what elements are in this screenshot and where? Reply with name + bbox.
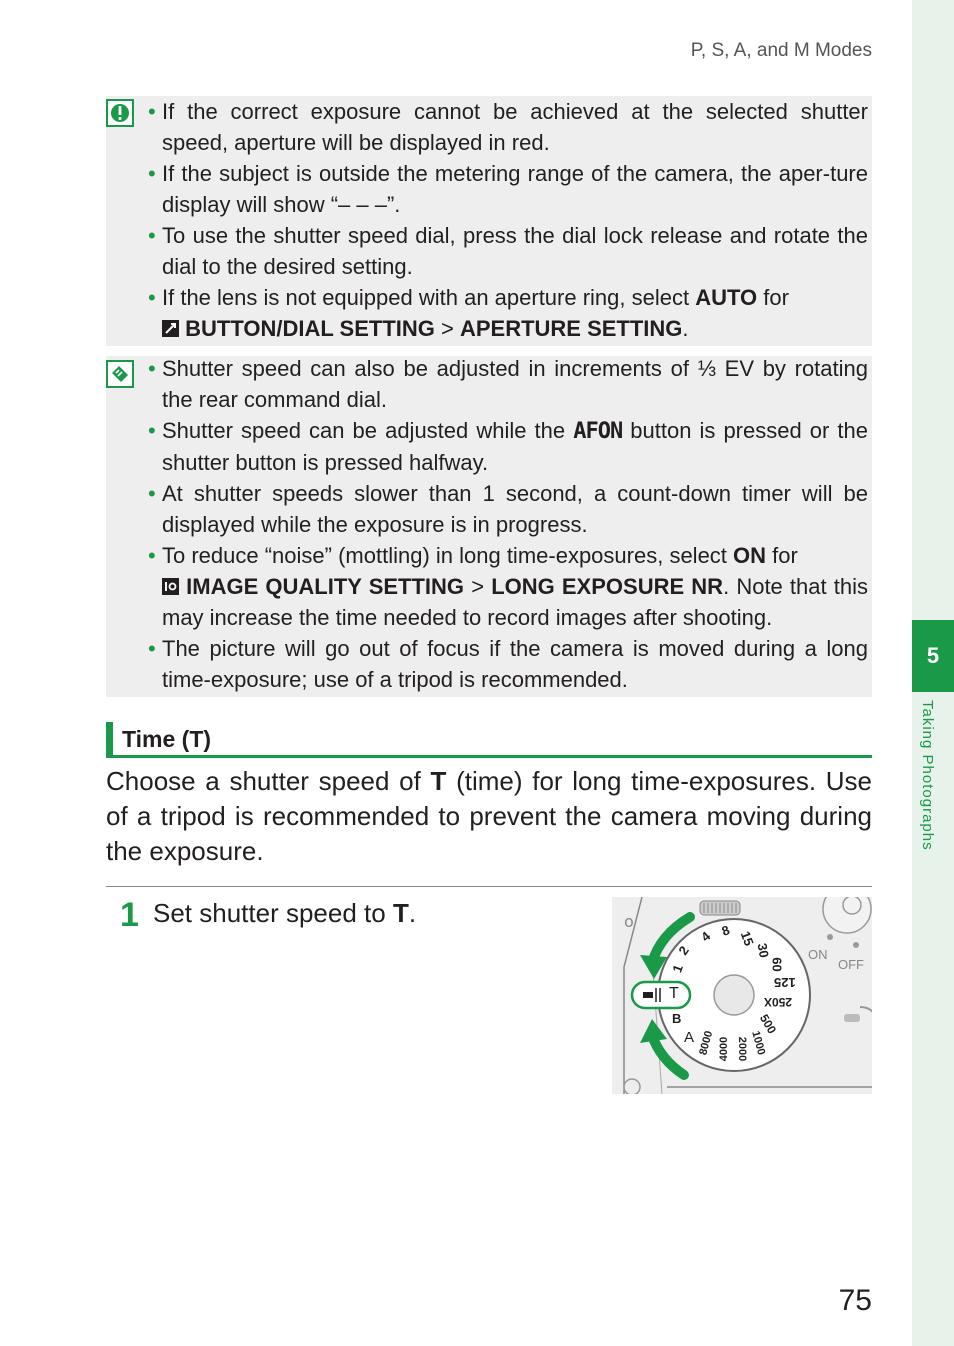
notes-box (106, 356, 872, 697)
note-item: • The picture will go out of focus if the camera is moved during a long time-exposure; use of a tripod is recommended. (148, 633, 868, 695)
caution-box (106, 96, 872, 346)
note-item: • Shutter speed can also be adjusted in increments of ⅓ EV by rotating the rear command dial. (148, 353, 868, 415)
section-accent-bar (106, 722, 113, 758)
dial-label-4: 4 (698, 928, 714, 945)
dial-label-1000: 1000 (749, 1029, 768, 1057)
dial-label-1: 1 (669, 962, 686, 975)
caution-icon (106, 99, 134, 127)
running-header: P, S, A, and M Modes (690, 40, 872, 61)
caution-item: • If the lens is not equipped with an aperture ring, select AUTO for BUTTON/DIAL SETTING > APERTURE SETTING. (148, 282, 868, 344)
image-quality-setting-icon (162, 574, 179, 599)
dial-label-125: 125 (774, 975, 796, 990)
switch-label-on: ON (808, 947, 828, 962)
svg-text:o: o (624, 912, 634, 931)
section-heading (106, 722, 872, 758)
body-paragraph: Choose a shutter speed of T (time) for long time-exposures. Use of a tripod is recommended to prevent the camera moving during the exposure. (106, 766, 872, 866)
button-dial-setting-icon (162, 316, 179, 341)
note-item: • To reduce “noise” (mottling) in long time-exposures, select ON for IMAGE QUALITY SETTING > LONG EXPOSURE NR. Note that this may increase the time needed to record images after shooting. (148, 540, 868, 633)
note-item: • Shutter speed can be adjusted while the AFON button is pressed or the shutter button is pressed halfway. (148, 415, 868, 478)
dial-label-8: 8 (719, 922, 732, 939)
chapter-label: Taking Photographs (919, 700, 936, 851)
note-icon (106, 360, 134, 388)
section-title: Time (T) (122, 726, 212, 752)
page-number: 75 (838, 1284, 872, 1317)
dial-label-15: 15 (737, 929, 757, 948)
dial-label-30: 30 (754, 942, 772, 959)
step-number: 1 (120, 896, 139, 934)
caution-item: • To use the shutter speed dial, press the dial lock release and rotate the dial to the desired setting. (148, 220, 868, 282)
dial-label-a: A (684, 1029, 695, 1046)
dial-label-2: 2 (675, 943, 692, 958)
step-instruction: Set shutter speed to T. (153, 898, 417, 928)
dial-label-t: T (669, 985, 679, 1002)
dial-label-8000: 8000 (697, 1029, 716, 1057)
dial-label-2000: 2000 (736, 1036, 749, 1062)
dial-label-b: B (672, 1011, 682, 1026)
switch-label-off: OFF (838, 957, 864, 972)
dial-label-500: 500 (756, 1011, 780, 1037)
divider (106, 886, 872, 887)
dial-label-60: 60 (769, 957, 785, 972)
dial-label-4000: 4000 (718, 1036, 731, 1062)
chapter-number: 5 (912, 620, 954, 692)
dial-label-250x: 250X (764, 995, 793, 1009)
chapter-side-tab (912, 0, 954, 1346)
caution-item: • If the subject is outside the metering range of the camera, the aper-ture display will show “– – –”. (148, 158, 868, 220)
shutter-dial-illustration (612, 897, 872, 1094)
caution-item: • If the correct exposure cannot be achieved at the selected shutter speed, aperture will be displayed in red. (148, 96, 868, 158)
note-item: • At shutter speeds slower than 1 second, a count-down timer will be displayed while the exposure is in progress. (148, 478, 868, 540)
